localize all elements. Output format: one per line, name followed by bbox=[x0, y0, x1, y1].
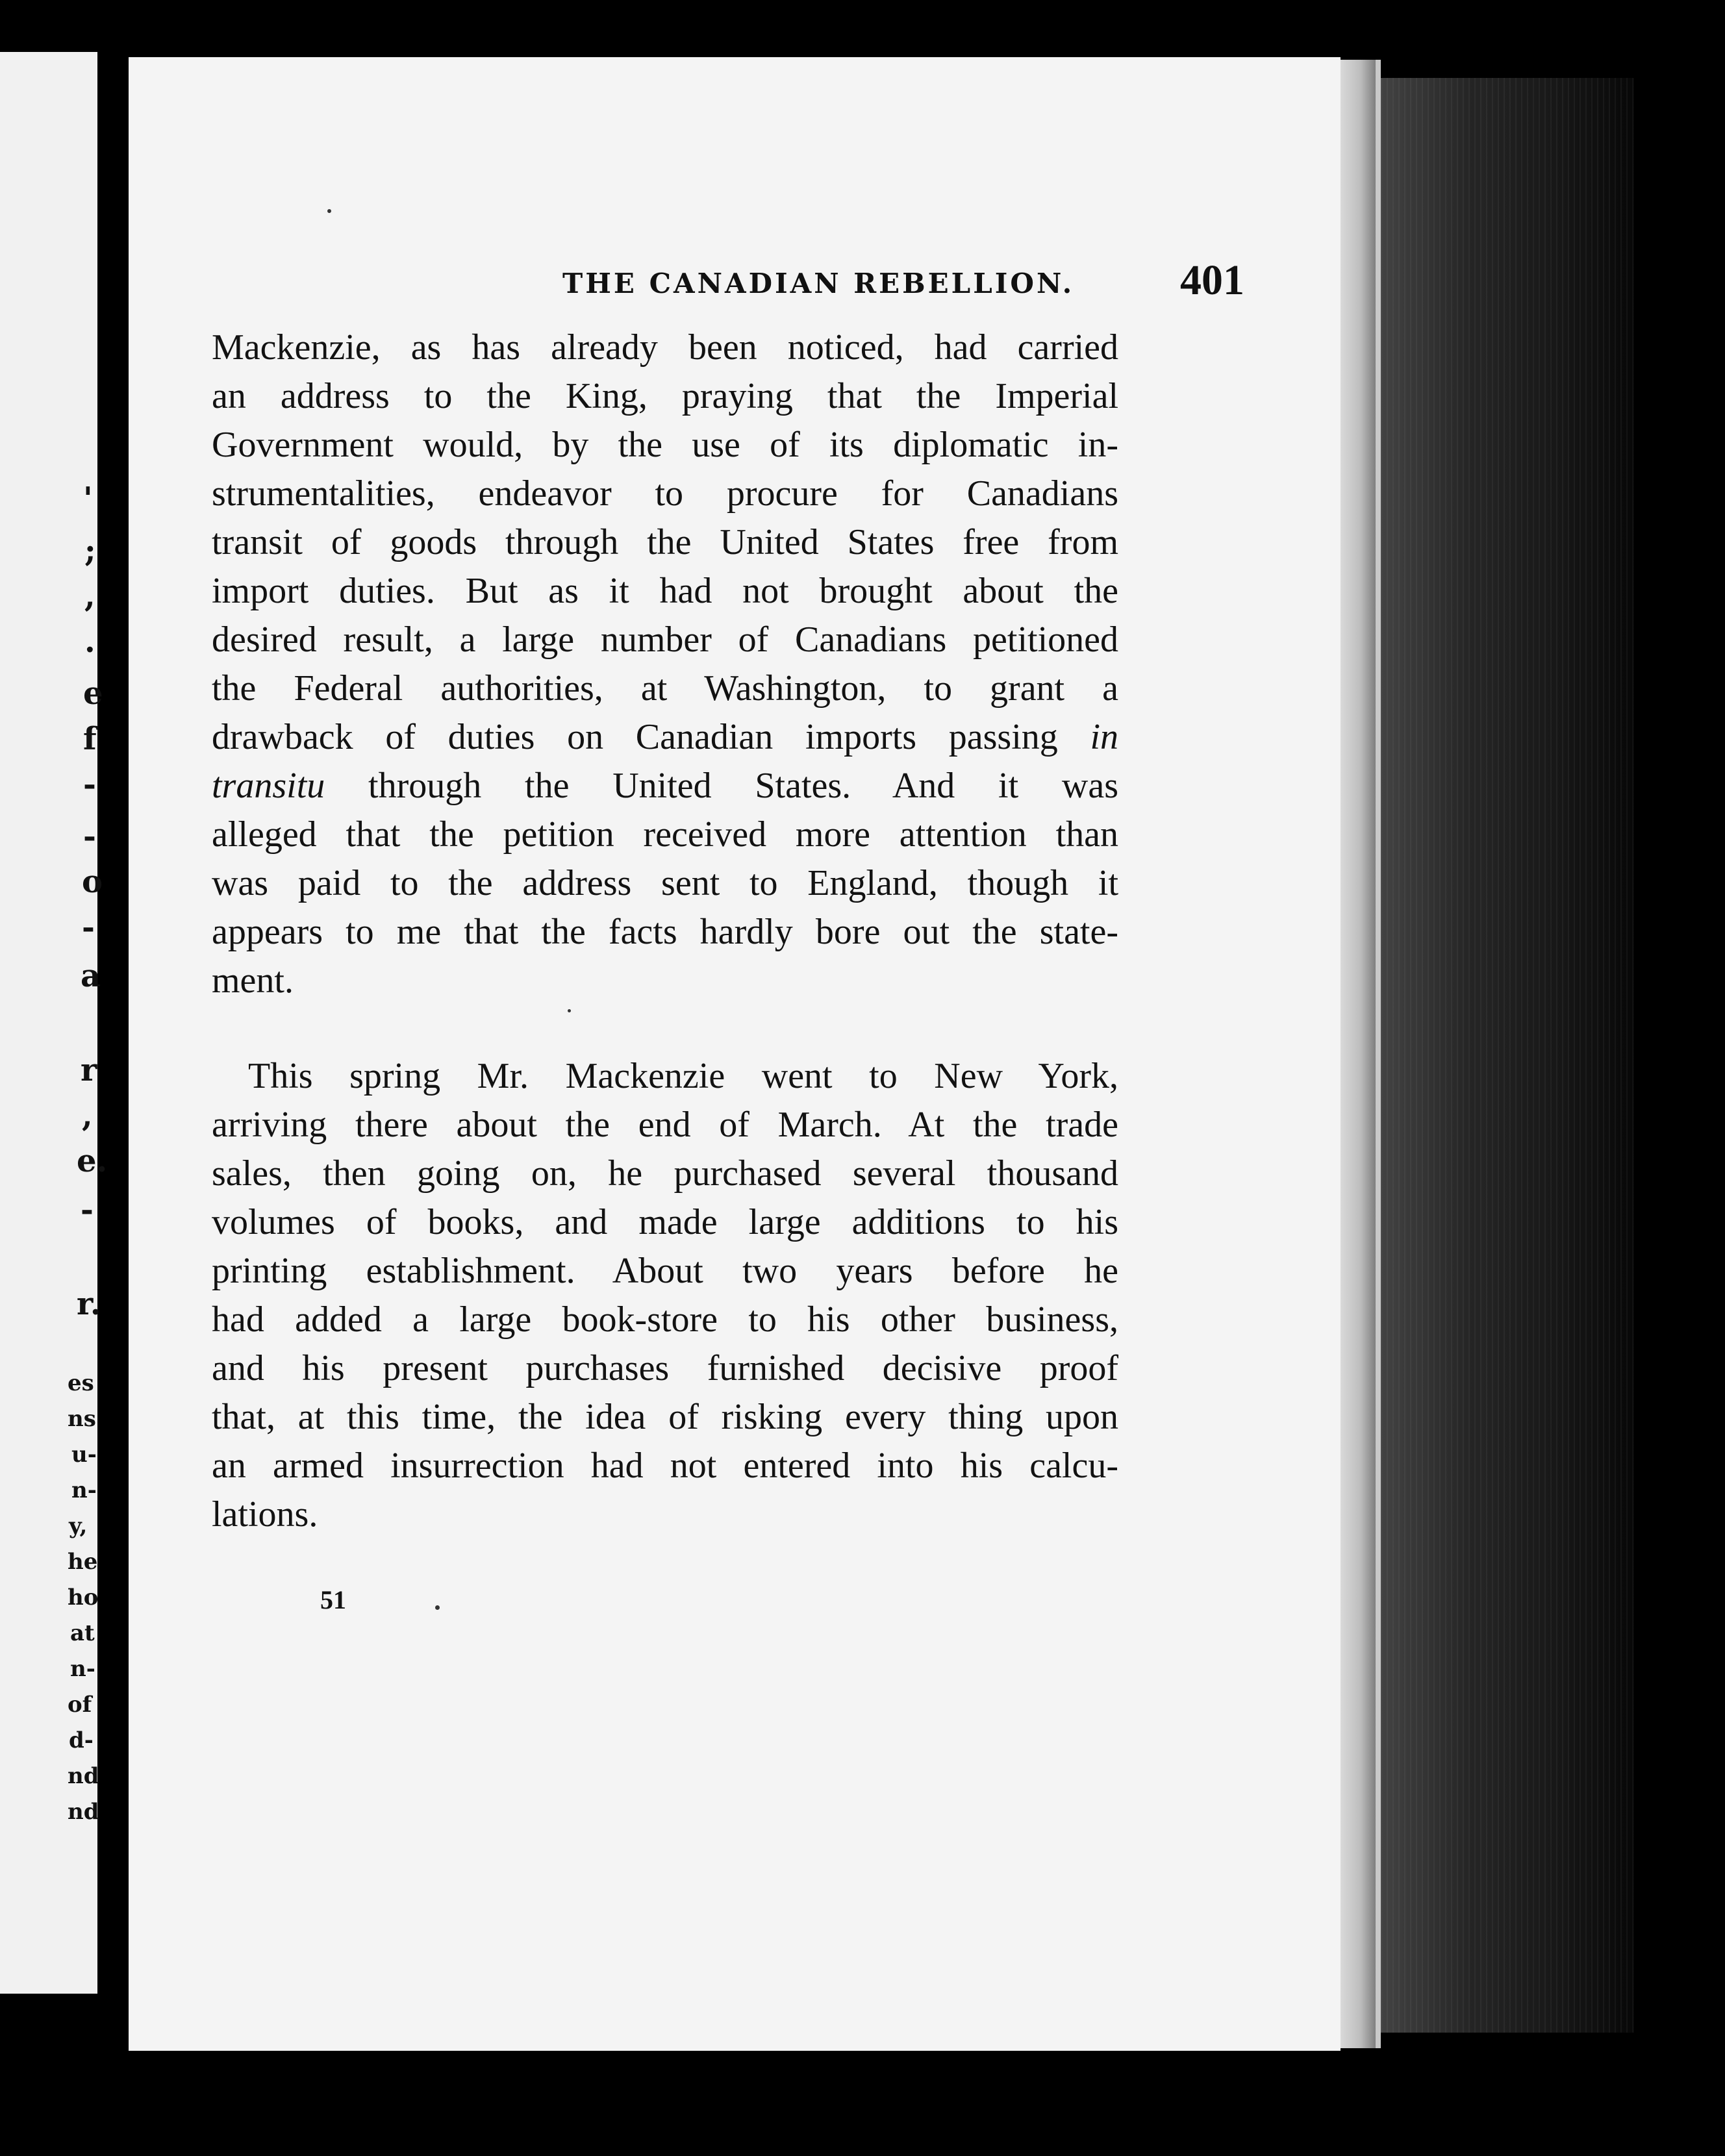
left-page-fragment: ns bbox=[68, 1406, 96, 1432]
text-line: an armed insurrection had not entered into his calcu- bbox=[212, 1446, 1118, 1486]
left-page-fragment: at bbox=[70, 1620, 95, 1646]
left-page-fragment: d- bbox=[69, 1727, 94, 1753]
left-page-fragment: f bbox=[83, 721, 97, 757]
left-page-fragment: y, bbox=[69, 1513, 88, 1539]
dust-speck bbox=[568, 1009, 571, 1012]
italic-word: in bbox=[1090, 717, 1118, 757]
dust-speck bbox=[327, 209, 331, 213]
text-line: the Federal authorities, at Washington, to grant a bbox=[212, 668, 1118, 708]
left-page-fragment: , bbox=[84, 578, 95, 614]
left-page-fragment: . bbox=[84, 623, 95, 660]
left-page-fragment: es bbox=[68, 1370, 94, 1396]
text-line: volumes of books, and made large additions to his bbox=[212, 1202, 1118, 1242]
line-text: drawback of duties on Canadian imports passing bbox=[212, 717, 1058, 757]
text-line: This spring Mr. Mackenzie went to New York, bbox=[248, 1056, 1118, 1096]
left-page-fragment: n- bbox=[70, 1656, 95, 1682]
text-line: and his present purchases furnished decisive proof bbox=[212, 1348, 1118, 1388]
left-page-fragment: - bbox=[81, 1192, 94, 1228]
text-line: arriving there about the end of March. At the trade bbox=[212, 1105, 1118, 1145]
left-page-fragment: , bbox=[82, 1097, 93, 1134]
left-page-fragment: - bbox=[83, 818, 96, 855]
left-page-fragment: - bbox=[82, 909, 95, 946]
signature-mark: 51 bbox=[320, 1585, 346, 1614]
paragraph bbox=[212, 323, 1118, 1005]
text-line: was paid to the address sent to England, though it bbox=[212, 863, 1118, 903]
left-page-fragment: n- bbox=[71, 1477, 97, 1503]
left-page-fragment: - bbox=[83, 766, 96, 803]
text-line: lations. bbox=[212, 1494, 318, 1535]
text-line bbox=[212, 762, 1118, 810]
page-header bbox=[212, 252, 1244, 310]
text-line: had added a large book-store to his other business, bbox=[212, 1299, 1118, 1340]
left-page-fragment: r bbox=[81, 1052, 97, 1088]
left-page-fragment: ; bbox=[84, 533, 96, 569]
text-line: transit of goods through the United States free from bbox=[212, 522, 1118, 562]
left-page-fragment: u- bbox=[71, 1442, 97, 1468]
page-edge-highlight bbox=[1376, 60, 1381, 2048]
book-page bbox=[129, 57, 1341, 2051]
paragraph bbox=[212, 1052, 1118, 1539]
dust-speck bbox=[435, 1605, 440, 1610]
left-page-fragment: ' bbox=[83, 481, 93, 517]
page-number: 401 bbox=[1180, 257, 1244, 304]
left-page-fragment: a bbox=[81, 958, 101, 994]
text-line: strumentalities, endeavor to procure for Canadians bbox=[212, 473, 1118, 514]
text-line: an address to the King, praying that the Imperial bbox=[212, 376, 1118, 416]
text-line: appears to me that the facts hardly bore out the state- bbox=[212, 912, 1118, 952]
running-head: THE CANADIAN REBELLION. bbox=[562, 268, 1075, 299]
text-line: alleged that the petition received more attention than bbox=[212, 814, 1118, 855]
italic-word: transitu bbox=[212, 766, 325, 806]
left-page-fragment: nd bbox=[68, 1799, 99, 1825]
left-page-fragment: e. bbox=[77, 1143, 108, 1179]
text-line: import duties. But as it had not brought about the bbox=[212, 571, 1118, 611]
text-line: desired result, a large number of Canadians petitioned bbox=[212, 620, 1118, 660]
left-page-edge bbox=[0, 52, 108, 1994]
text-line: ment. bbox=[212, 960, 294, 1001]
left-page-fragment: nd bbox=[68, 1763, 99, 1789]
text-line: Mackenzie, as has already been noticed, had carried bbox=[212, 327, 1118, 368]
left-page-fragment: of bbox=[68, 1692, 92, 1718]
text-line bbox=[212, 713, 1118, 762]
text-line: printing establishment. About two years before he bbox=[212, 1251, 1118, 1291]
left-page-fragment: o bbox=[82, 864, 103, 900]
left-page-fragment: e bbox=[83, 675, 103, 712]
left-page-fragment: r. bbox=[77, 1286, 101, 1322]
text-line: Government would, by the use of its diplomatic in- bbox=[212, 425, 1118, 465]
left-page-fragment: ho bbox=[68, 1585, 99, 1611]
text-line: sales, then going on, he purchased several thousand bbox=[212, 1153, 1118, 1194]
text-line: that, at this time, the idea of risking every thing upon bbox=[212, 1397, 1118, 1437]
book-page-stack bbox=[1381, 78, 1634, 2033]
page-edge-shadow bbox=[1341, 60, 1377, 2048]
line-text: through the United States. And it was bbox=[368, 766, 1119, 806]
left-page-fragment: he bbox=[68, 1549, 98, 1575]
